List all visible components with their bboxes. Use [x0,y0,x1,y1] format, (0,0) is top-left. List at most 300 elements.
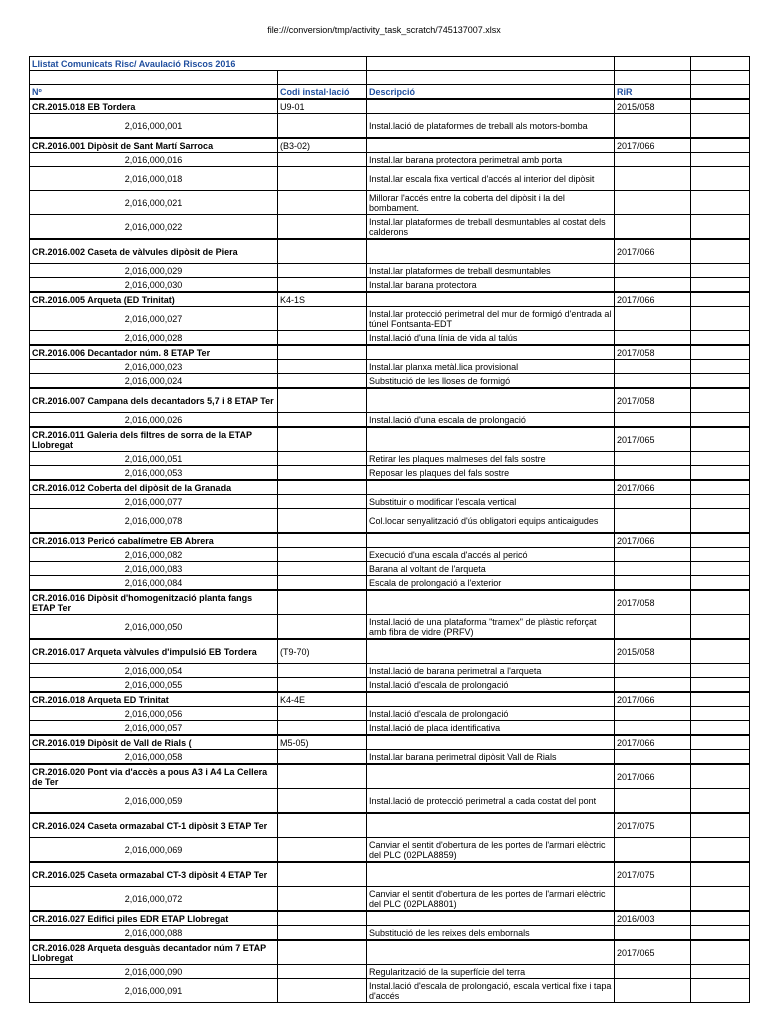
group-row [30,533,750,548]
item-number-cell: 2,016,000,091 [30,979,278,1003]
item-number-cell: 2,016,000,030 [30,278,278,293]
rir-cell [615,114,691,139]
item-row [30,789,750,814]
rir-cell: 2017/066 [615,735,691,750]
code-cell [278,750,367,765]
description-cell [367,692,615,707]
item-row [30,114,750,139]
code-cell [278,345,367,360]
code-cell [278,388,367,413]
cr-title-cell: CR.2016.011 Galeria dels filtres de sorra de la ETAP Llobregat [30,427,278,452]
item-row [30,562,750,576]
description-cell [367,292,615,307]
item-row [30,167,750,191]
cr-title-cell: CR.2016.019 Dipòsit de Vall de Rials ( [30,735,278,750]
description-cell: Instal.lació de plataformes de treball als motors-bomba [367,114,615,139]
group-row [30,239,750,264]
rir-cell [615,664,691,678]
cr-title-cell: CR.2016.013 Pericó cabalímetre EB Abrera [30,533,278,548]
description-cell [367,345,615,360]
description-cell [367,239,615,264]
rir-cell: 2017/065 [615,940,691,965]
code-cell: U9-01 [278,99,367,114]
group-row [30,735,750,750]
code-cell [278,940,367,965]
extra-cell [691,721,750,736]
rir-cell [615,264,691,278]
item-row [30,887,750,912]
item-row [30,413,750,428]
cr-title-cell: CR.2016.005 Arqueta (ED Trinitat) [30,292,278,307]
extra-cell [691,562,750,576]
description-cell: Instal.lar plataformes de treball desmuntables al costat dels calderons [367,215,615,240]
code-cell [278,413,367,428]
item-number-cell: 2,016,000,053 [30,466,278,481]
item-number-cell: 2,016,000,022 [30,215,278,240]
item-row [30,191,750,215]
item-row [30,153,750,167]
extra-cell [691,750,750,765]
code-cell [278,615,367,640]
item-row [30,664,750,678]
group-row [30,911,750,926]
rir-cell: 2017/075 [615,862,691,887]
code-cell [278,427,367,452]
group-row [30,862,750,887]
header-code: Codi instal·lació [278,85,367,100]
code-cell [278,911,367,926]
group-row [30,292,750,307]
description-cell: Instal.lar barana protectora perimetral amb porta [367,153,615,167]
rir-cell [615,360,691,374]
group-row [30,590,750,615]
description-cell [367,138,615,153]
rir-cell: 2017/066 [615,480,691,495]
group-row [30,345,750,360]
rir-cell: 2017/075 [615,813,691,838]
extra-cell [691,813,750,838]
code-cell [278,838,367,863]
extra-cell [691,707,750,721]
cr-title-cell: CR.2016.002 Caseta de vàlvules dipòsit de Piera [30,239,278,264]
description-cell: Regularització de la superfície del terra [367,965,615,979]
rir-cell [615,789,691,814]
cr-title-cell: CR.2016.018 Arqueta ED Trinitat [30,692,278,707]
cr-title-cell: CR.2016.016 Dipòsit d'homogenització planta fangs ETAP Ter [30,590,278,615]
code-cell [278,664,367,678]
extra-cell [691,215,750,240]
code-cell [278,495,367,509]
rir-cell [615,562,691,576]
extra-cell [691,678,750,693]
extra-cell [691,138,750,153]
item-number-cell: 2,016,000,088 [30,926,278,941]
description-cell: Substituir o modificar l'escala vertical [367,495,615,509]
extra-cell [691,167,750,191]
header-row [30,85,750,100]
item-row [30,307,750,331]
item-number-cell: 2,016,000,090 [30,965,278,979]
item-row [30,707,750,721]
description-cell: Instal.lar barana protectora [367,278,615,293]
item-number-cell: 2,016,000,072 [30,887,278,912]
extra-cell [691,911,750,926]
extra-cell [691,548,750,562]
description-cell [367,533,615,548]
sheet-title: Llistat Comunicats Risc/ Avaulació Riscos 2016 [30,57,367,71]
extra-cell [691,466,750,481]
extra-cell [691,576,750,591]
cr-title-cell: CR.2016.024 Caseta ormazabal CT-1 dipòsit 3 ETAP Ter [30,813,278,838]
item-number-cell: 2,016,000,054 [30,664,278,678]
extra-cell [691,940,750,965]
code-cell [278,678,367,693]
cr-title-cell: CR.2016.025 Caseta ormazabal CT-3 dipòsit 4 ETAP Ter [30,862,278,887]
description-cell: Instal.lar escala fixa vertical d'accés al interior del dipòsit [367,167,615,191]
item-number-cell: 2,016,000,084 [30,576,278,591]
item-number-cell: 2,016,000,028 [30,331,278,346]
rir-cell: 2017/066 [615,239,691,264]
description-cell: Instal.lar barana perimetral dipòsit Vall de Rials [367,750,615,765]
code-cell [278,191,367,215]
code-cell [278,480,367,495]
rir-cell [615,965,691,979]
item-number-cell: 2,016,000,082 [30,548,278,562]
item-row [30,278,750,293]
description-cell [367,590,615,615]
code-cell: (T9-70) [278,639,367,664]
cr-title-cell: CR.2016.006 Decantador núm. 8 ETAP Ter [30,345,278,360]
rir-cell [615,678,691,693]
item-number-cell: 2,016,000,023 [30,360,278,374]
item-number-cell: 2,016,000,077 [30,495,278,509]
item-number-cell: 2,016,000,029 [30,264,278,278]
extra-cell [691,374,750,389]
rir-cell [615,750,691,765]
code-cell [278,278,367,293]
description-cell [367,388,615,413]
code-cell [278,926,367,941]
rir-cell [615,926,691,941]
item-row [30,548,750,562]
rir-cell [615,721,691,736]
rir-cell [615,413,691,428]
code-cell [278,590,367,615]
rir-cell [615,707,691,721]
item-number-cell: 2,016,000,078 [30,509,278,534]
rir-cell [615,838,691,863]
description-cell [367,813,615,838]
rir-cell [615,548,691,562]
description-cell: Escala de prolongació a l'exterior [367,576,615,591]
code-cell [278,548,367,562]
empty-row [30,71,750,85]
group-row [30,388,750,413]
code-cell [278,167,367,191]
extra-cell [691,979,750,1003]
extra-cell [691,789,750,814]
extra-cell [691,114,750,139]
description-cell [367,911,615,926]
cr-title-cell: CR.2016.017 Arqueta vàlvules d'impulsió EB Tordera [30,639,278,664]
extra-cell [691,292,750,307]
extra-cell [691,345,750,360]
description-cell: Instal.lar plataformes de treball desmuntables [367,264,615,278]
item-row [30,979,750,1003]
item-number-cell: 2,016,000,059 [30,789,278,814]
description-cell: Execució d'una escala d'accés al pericó [367,548,615,562]
cr-title-cell: CR.2016.027 Edifici piles EDR ETAP Llobregat [30,911,278,926]
code-cell [278,466,367,481]
description-cell: Instal.lació de barana perimetral a l'arqueta [367,664,615,678]
extra-cell [691,191,750,215]
item-number-cell: 2,016,000,055 [30,678,278,693]
code-cell [278,576,367,591]
code-cell [278,307,367,331]
rir-cell [615,153,691,167]
description-cell: Instal.lació d'escala de prolongació [367,707,615,721]
extra-cell [691,413,750,428]
item-row [30,452,750,466]
rir-cell [615,167,691,191]
code-cell: K4-1S [278,292,367,307]
item-row [30,466,750,481]
item-row [30,509,750,534]
code-cell [278,452,367,466]
description-cell [367,764,615,789]
item-row [30,678,750,693]
rir-cell [615,215,691,240]
group-row [30,99,750,114]
spreadsheet-table [29,56,750,1003]
extra-cell [691,838,750,863]
description-cell: Instal.lar planxa metàl.lica provisional [367,360,615,374]
extra-cell [691,533,750,548]
description-cell: Canviar el sentit d'obertura de les portes de l'armari elèctric del PLC (02PLA8859) [367,838,615,863]
extra-cell [691,239,750,264]
extra-cell [691,639,750,664]
extra-cell [691,278,750,293]
item-number-cell: 2,016,000,027 [30,307,278,331]
item-row [30,750,750,765]
extra-cell [691,264,750,278]
extra-cell [691,887,750,912]
title-row [30,57,750,71]
rir-cell [615,615,691,640]
file-url: file:///conversion/tmp/activity_task_scratch/745137007.xlsx [267,25,501,35]
code-cell: M5-05) [278,735,367,750]
description-cell: Instal.lar protecció perimetral del mur de formigó d'entrada al túnel Fontsanta-EDT [367,307,615,331]
description-cell: Col.locar senyalització d'ús obligatori equips anticaigudes [367,509,615,534]
item-number-cell: 2,016,000,057 [30,721,278,736]
header-rir: RiR [615,85,691,100]
item-number-cell: 2,016,000,058 [30,750,278,765]
description-cell: Retirar les plaques malmeses del fals sostre [367,452,615,466]
cr-title-cell: CR.2016.001 Dipòsit de Sant Martí Sarroca [30,138,278,153]
extra-cell [691,452,750,466]
item-row [30,576,750,591]
description-cell: Instal.lació de placa identificativa [367,721,615,736]
description-cell [367,99,615,114]
code-cell [278,789,367,814]
description-cell: Canviar el sentit d'obertura de les portes de l'armari elèctric del PLC (02PLA8801) [367,887,615,912]
description-cell [367,480,615,495]
extra-cell [691,427,750,452]
item-number-cell: 2,016,000,018 [30,167,278,191]
extra-cell [691,664,750,678]
item-row [30,360,750,374]
rir-cell: 2017/058 [615,388,691,413]
code-cell [278,153,367,167]
rir-cell [615,278,691,293]
extra-cell [691,331,750,346]
rir-cell [615,331,691,346]
item-row [30,331,750,346]
item-row [30,838,750,863]
group-row [30,427,750,452]
item-row [30,374,750,389]
item-number-cell: 2,016,000,050 [30,615,278,640]
rir-cell: 2017/066 [615,533,691,548]
description-cell: Instal.lació de protecció perimetral a cada costat del pont [367,789,615,814]
extra-cell [691,480,750,495]
extra-cell [691,965,750,979]
item-number-cell: 2,016,000,021 [30,191,278,215]
rir-cell [615,307,691,331]
item-row [30,495,750,509]
extra-cell [691,692,750,707]
rir-cell: 2017/066 [615,692,691,707]
item-row [30,926,750,941]
code-cell [278,764,367,789]
cr-title-cell: CR.2016.007 Campana dels decantadors 5,7 i 8 ETAP Ter [30,388,278,413]
code-cell: (B3-02) [278,138,367,153]
extra-cell [691,495,750,509]
extra-cell [691,926,750,941]
rir-cell [615,374,691,389]
code-cell [278,533,367,548]
code-cell [278,862,367,887]
item-number-cell: 2,016,000,051 [30,452,278,466]
group-row [30,480,750,495]
item-row [30,215,750,240]
description-cell [367,639,615,664]
rir-cell [615,466,691,481]
rir-cell: 2017/066 [615,292,691,307]
item-row [30,264,750,278]
extra-cell [691,99,750,114]
group-row [30,639,750,664]
extra-cell [691,735,750,750]
extra-cell [691,590,750,615]
description-cell: Substitució de les reixes dels embornals [367,926,615,941]
description-cell: Barana al voltant de l'arqueta [367,562,615,576]
code-cell [278,374,367,389]
cr-title-cell: CR.2016.020 Pont via d'accès a pous A3 i A4 La Cellera de Ter [30,764,278,789]
header-description: Descripció [367,85,615,100]
header-num: Nº [30,85,278,100]
rir-cell: 2016/003 [615,911,691,926]
item-row [30,615,750,640]
cr-title-cell: CR.2016.028 Arqueta desguàs decantador núm 7 ETAP Llobregat [30,940,278,965]
code-cell [278,965,367,979]
group-row [30,940,750,965]
item-number-cell: 2,016,000,026 [30,413,278,428]
rir-cell: 2017/058 [615,345,691,360]
group-row [30,813,750,838]
header-extra [691,85,750,100]
rir-cell: 2015/058 [615,639,691,664]
code-cell [278,239,367,264]
group-row [30,692,750,707]
cr-title-cell: CR.2016.012 Coberta del dipòsit de la Granada [30,480,278,495]
group-row [30,138,750,153]
description-cell: Instal.lació d'una línia de vida al talús [367,331,615,346]
rir-cell: 2015/058 [615,99,691,114]
description-cell: Instal.lació de una plataforma "tramex" de plàstic reforçat amb fibra de vidre (PRFV) [367,615,615,640]
item-row [30,721,750,736]
rir-cell [615,509,691,534]
description-cell [367,427,615,452]
description-cell: Instal.lació d'escala de prolongació [367,678,615,693]
description-cell [367,940,615,965]
rir-cell [615,979,691,1003]
description-cell [367,862,615,887]
rir-cell [615,887,691,912]
extra-cell [691,862,750,887]
description-cell [367,735,615,750]
rir-cell [615,452,691,466]
extra-cell [691,307,750,331]
item-number-cell: 2,016,000,069 [30,838,278,863]
rir-cell [615,495,691,509]
rir-cell: 2017/065 [615,427,691,452]
rir-cell: 2017/066 [615,764,691,789]
description-cell: Instal.lació d'una escala de prolongació [367,413,615,428]
code-cell [278,721,367,736]
code-cell: K4-4E [278,692,367,707]
extra-cell [691,764,750,789]
code-cell [278,360,367,374]
cr-title-cell: CR.2015.018 EB Tordera [30,99,278,114]
item-number-cell: 2,016,000,016 [30,153,278,167]
item-number-cell: 2,016,000,083 [30,562,278,576]
description-cell: Instal.lació d'escala de prolongació, escala vertical fixe i tapa d'accés [367,979,615,1003]
rir-cell: 2017/066 [615,138,691,153]
group-row [30,764,750,789]
rir-cell [615,576,691,591]
description-cell: Millorar l'accés entre la coberta del dipòsit i la del bombament. [367,191,615,215]
extra-cell [691,360,750,374]
code-cell [278,114,367,139]
code-cell [278,215,367,240]
description-cell: Reposar les plaques del fals sostre [367,466,615,481]
rir-cell [615,191,691,215]
code-cell [278,813,367,838]
code-cell [278,264,367,278]
description-cell: Substitució de les lloses de formigó [367,374,615,389]
extra-cell [691,388,750,413]
extra-cell [691,615,750,640]
code-cell [278,887,367,912]
extra-cell [691,153,750,167]
code-cell [278,979,367,1003]
code-cell [278,509,367,534]
extra-cell [691,509,750,534]
code-cell [278,707,367,721]
item-row [30,965,750,979]
rir-cell: 2017/058 [615,590,691,615]
